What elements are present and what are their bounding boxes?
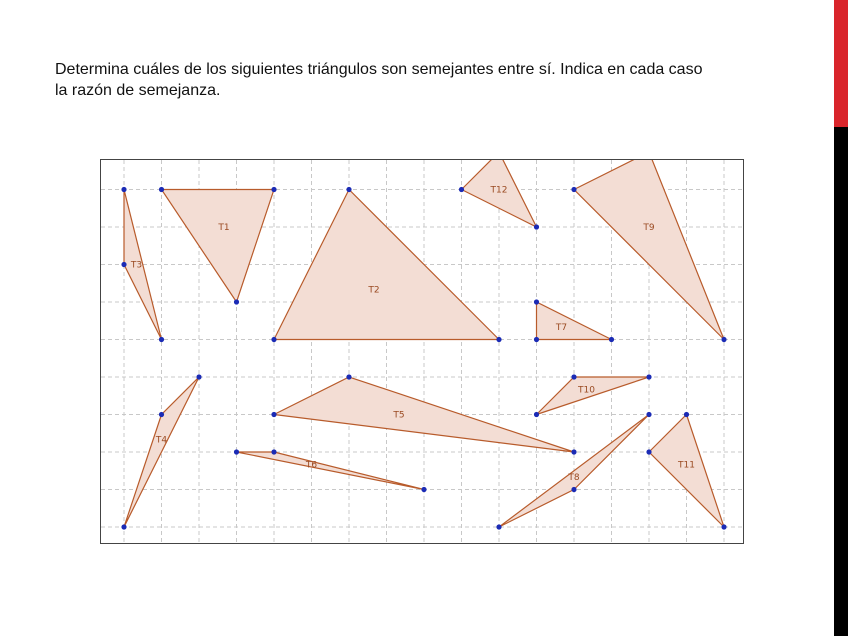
vertex-point — [646, 449, 651, 454]
vertex-point — [121, 524, 126, 529]
triangle-t6 — [234, 449, 427, 492]
triangle-label: T7 — [555, 323, 568, 333]
triangle-shape — [237, 452, 425, 490]
triangle-label: T10 — [578, 385, 595, 396]
vertex-point — [234, 299, 239, 304]
triangle-label: T2 — [368, 285, 380, 296]
vertex-point — [646, 412, 651, 417]
vertex-point — [646, 374, 651, 379]
title-line-1: Determina cuáles de los siguientes triángulos son semejantes entre sí. Indica en cada caso — [55, 61, 703, 78]
vertex-point — [421, 487, 426, 492]
triangle-shape — [124, 190, 162, 340]
accent-bar-red — [834, 0, 848, 127]
triangle-label: T6 — [305, 460, 318, 471]
title-line-2: la razón de semejanza. — [55, 82, 221, 99]
vertex-point — [721, 337, 726, 342]
vertex-point — [271, 449, 276, 454]
vertex-point — [534, 337, 539, 342]
triangle-label: T12 — [490, 185, 508, 196]
triangle-label: T11 — [678, 460, 695, 471]
triangle-label: T5 — [393, 410, 405, 421]
vertex-point — [271, 187, 276, 192]
triangle-label: T3 — [130, 260, 143, 271]
triangle-label: T4 — [155, 435, 168, 446]
triangle-label: T1 — [218, 223, 230, 233]
vertex-point — [459, 187, 464, 192]
vertex-point — [496, 524, 501, 529]
vertex-point — [234, 449, 239, 454]
vertex-point — [571, 187, 576, 192]
vertex-point — [159, 337, 164, 342]
triangle-shape — [574, 160, 724, 340]
triangles-grid-svg — [101, 160, 744, 544]
triangle-t7 — [534, 299, 614, 342]
vertex-point — [684, 412, 689, 417]
vertex-point — [571, 449, 576, 454]
triangle-t1 — [159, 187, 277, 305]
vertex-point — [571, 487, 576, 492]
vertex-point — [534, 224, 539, 229]
vertex-point — [271, 337, 276, 342]
triangle-t10 — [534, 374, 652, 417]
vertex-point — [121, 187, 126, 192]
vertex-point — [159, 412, 164, 417]
triangle-label: T8 — [568, 473, 580, 483]
vertex-point — [159, 187, 164, 192]
vertex-point — [534, 299, 539, 304]
triangle-label: T9 — [643, 223, 655, 233]
vertex-point — [534, 412, 539, 417]
vertex-point — [121, 262, 126, 267]
vertex-point — [346, 187, 351, 192]
vertex-point — [496, 337, 501, 342]
vertex-point — [721, 524, 726, 529]
triangles-figure — [100, 159, 744, 544]
vertex-point — [346, 374, 351, 379]
vertex-point — [196, 374, 201, 379]
vertex-point — [609, 337, 614, 342]
triangle-shape — [162, 190, 275, 303]
triangle-shape — [537, 377, 650, 415]
vertex-point — [271, 412, 276, 417]
vertex-point — [571, 374, 576, 379]
accent-bar-black — [834, 127, 848, 636]
slide-title — [55, 59, 795, 101]
